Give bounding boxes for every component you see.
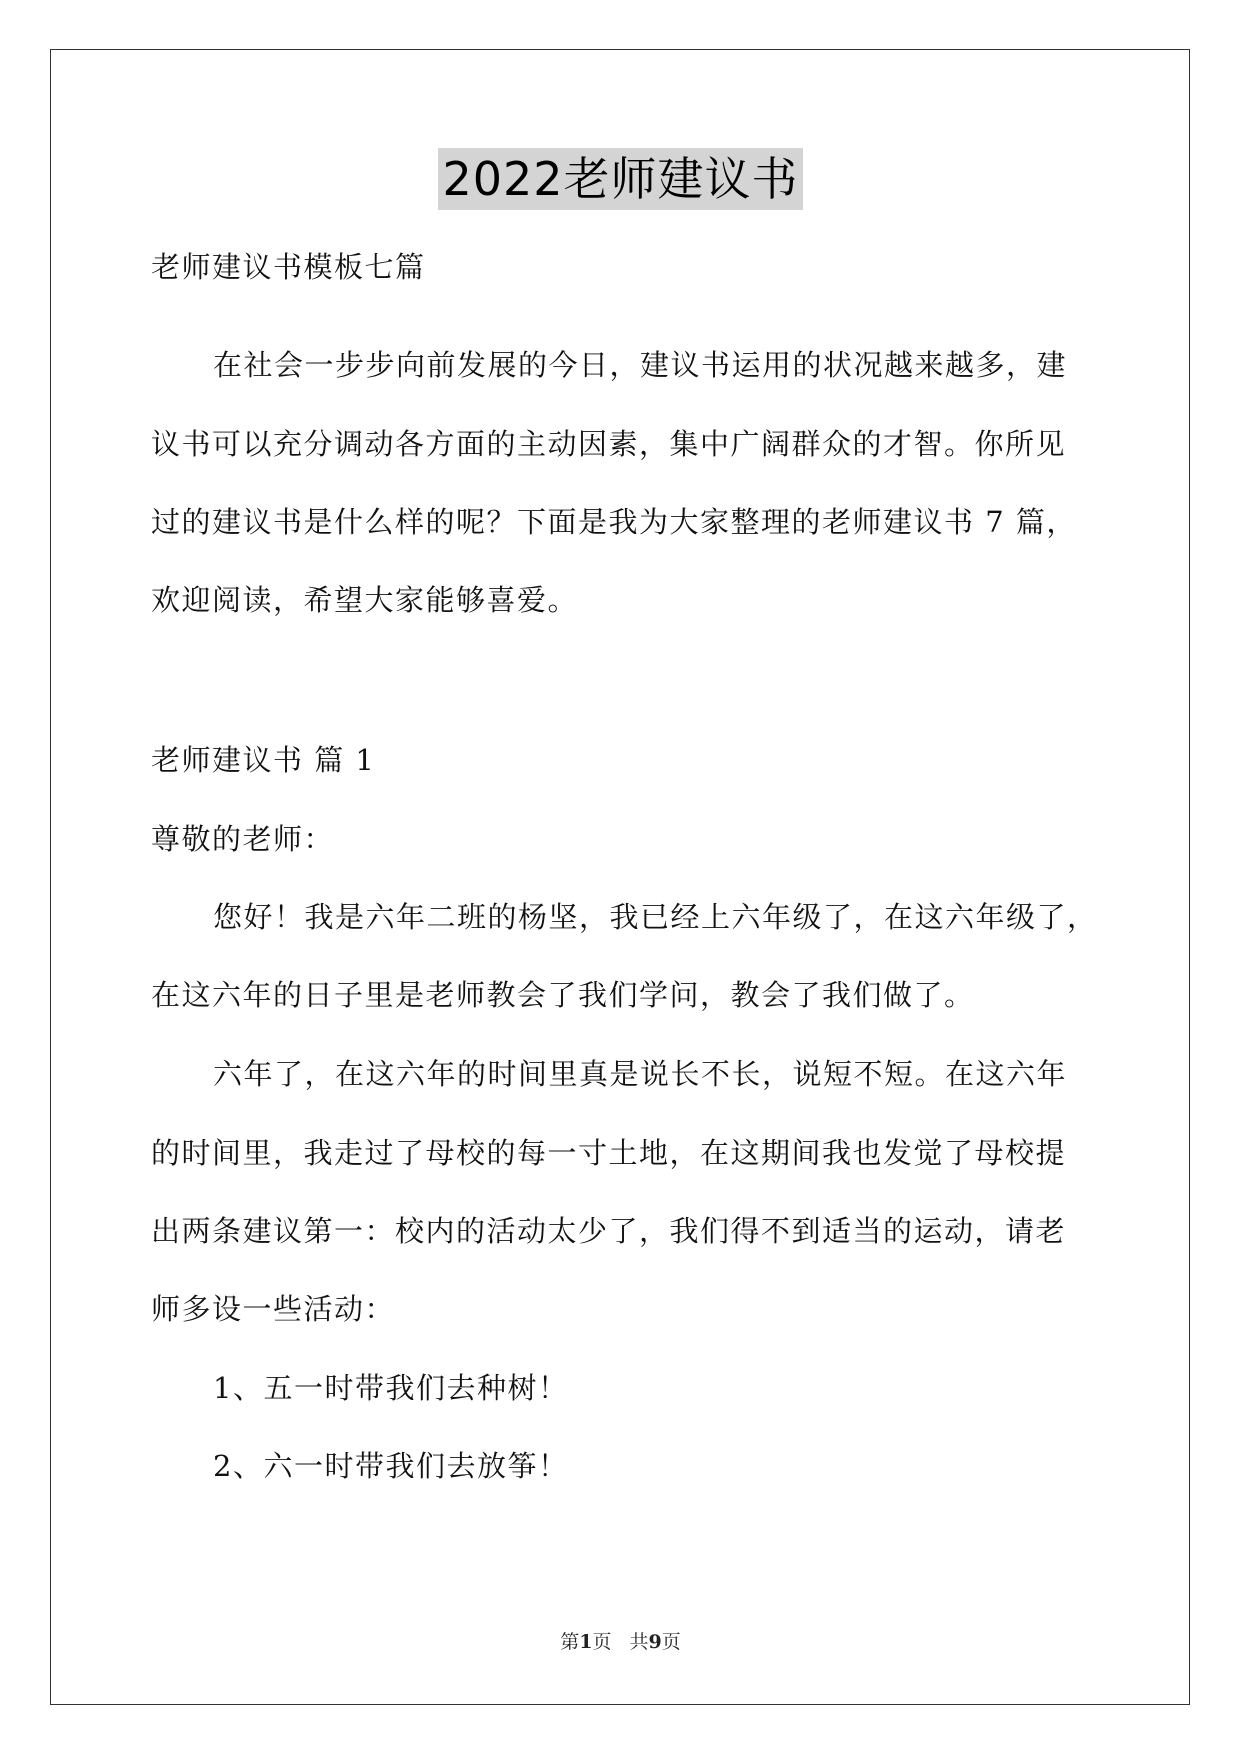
para2-line-1: 六年了，在这六年的时间里真是说长不长，说短不短。在这六年 [213,1057,1068,1091]
intro-line-3: 过的建议书是什么样的呢？下面是我为大家整理的老师建议书 7 篇， [151,505,1077,539]
para2-line-4: 师多设一些活动： [151,1292,396,1326]
document-title: 2022老师建议书 [438,148,802,210]
total-suffix: 页 [661,1631,681,1653]
intro-line-1: 在社会一步步向前发展的今日，建议书运用的状况越来越多，建 [213,348,1068,382]
page-suffix: 页 [592,1631,612,1653]
page-current: 1 [579,1631,593,1653]
total-prefix: 共 [629,1631,649,1653]
page-prefix: 第 [560,1631,580,1653]
salutation: 尊敬的老师： [151,822,335,856]
para2-line-3: 出两条建议第一：校内的活动太少了，我们得不到适当的运动，请老 [151,1214,1067,1248]
section-heading: 老师建议书 篇 1 [151,743,376,777]
para1-line-2: 在这六年的日子里是老师教会了我们学问，教会了我们做了。 [151,978,975,1012]
intro-line-4: 欢迎阅读，希望大家能够喜爱。 [151,583,579,617]
list-item-1: 1、五一时带我们去种树！ [213,1371,569,1405]
document-subtitle: 老师建议书模板七篇 [151,250,426,284]
intro-line-2: 议书可以充分调动各方面的主动因素，集中广阔群众的才智。你所见 [151,427,1067,461]
page-total: 9 [648,1631,662,1653]
para2-line-2: 的时间里，我走过了母校的每一寸土地，在这期间我也发觉了母校提 [151,1136,1067,1170]
title-container [0,148,1241,210]
list-item-2: 2、六一时带我们去放筝！ [213,1449,569,1483]
para1-line-1: 您好！我是六年二班的杨坚，我已经上六年级了，在这六年级了， [213,900,1098,934]
page-footer [0,1627,1241,1654]
